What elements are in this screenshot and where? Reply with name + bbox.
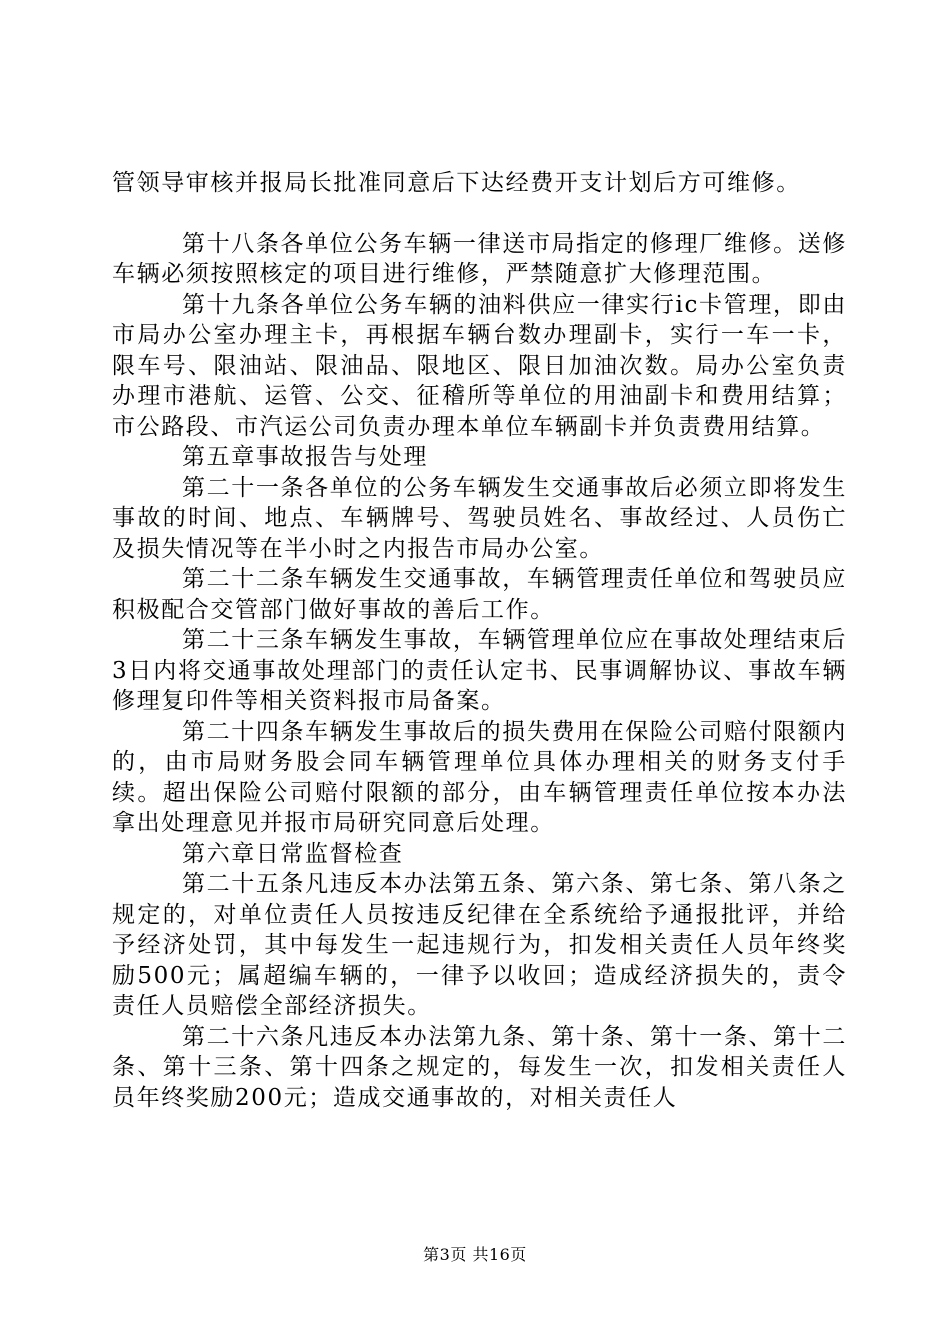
page-number-footer: 第3页 共16页 [423,1245,527,1264]
paragraph-article-18: 第十八条各单位公务车辆一律送市局指定的修理厂维修。送修车辆必须按照核定的项目进行维修，严禁随意扩大修理范围。 [112,230,847,287]
paragraph-article-23: 第二十三条车辆发生事故，车辆管理单位应在事故处理结束后3日内将交通事故处理部门的责任认定书、民事调解协议、事故车辆修理复印件等相关资料报市局备案。 [112,627,847,714]
chapter-heading-6: 第六章日常监督检查 [182,840,404,867]
paragraph-article-19: 第十九条各单位公务车辆的油料供应一律实行ic卡管理，即由市局办公室办理主卡，再根据车辆台数办理副卡，实行一车一卡，限车号、限油站、限油品、限地区、限日加油次数。局办公室负责办理市港航、运管、公交、征稽所等单位的用油副卡和费用结算；市公路段、市汽运公司负责办理本单位车辆副卡并负责费用结算。 [112,291,847,440]
chapter-heading-5: 第五章事故报告与处理 [182,444,428,470]
paragraph-article-21: 第二十一条各单位的公务车辆发生交通事故后必须立即将发生事故的时间、地点、车辆牌号、驾驶员姓名、事故经过、人员伤亡及损失情况等在半小时之内报告市局办公室。 [112,474,847,562]
paragraph-article-26: 第二十六条凡违反本办法第九条、第十条、第十一条、第十二条、第十三条、第十四条之规定的，每发生一次，扣发相关责任人员年终奖励200元；造成交通事故的，对相关责任人 [112,1023,847,1111]
paragraph-article-25: 第二十五条凡违反本办法第五条、第六条、第七条、第八条之规定的，对单位责任人员按违反纪律在全系统给予通报批评，并给予经济处罚，其中每发生一起违规行为，扣发相关责任人员年终奖励500元；属超编车辆的，一律予以收回；造成经济损失的，责令责任人员赔偿全部经济损失。 [112,871,847,1019]
paragraph-article-22: 第二十二条车辆发生交通事故，车辆管理责任单位和驾驶员应积极配合交管部门做好事故的善后工作。 [112,566,847,623]
paragraph-article-24: 第二十四条车辆发生事故后的损失费用在保险公司赔付限额内的，由市局财务股会同车辆管理单位具体办理相关的财务支付手续。超出保险公司赔付限额的部分，由车辆管理责任单位按本办法拿出处理意见并报市局研究同意后处理。 [112,718,847,836]
paragraph-continuation: 管领导审核并报局长批准同意后下达经费开支计划后方可维修。 [112,170,801,196]
document-body [112,168,847,1113]
paragraph-gap [112,199,847,229]
